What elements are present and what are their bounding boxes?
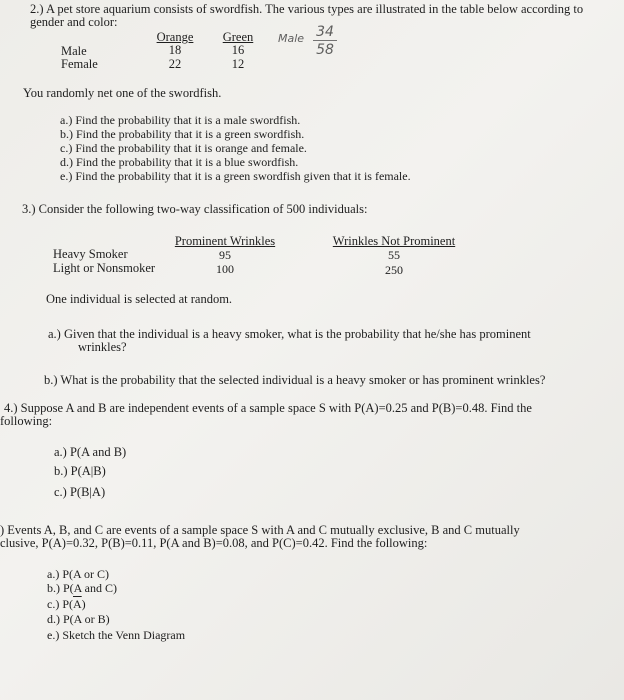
- problem2-question-d: d.) Find the probability that it is a blue swordfish.: [60, 155, 299, 169]
- handwritten-male-label: Male: [278, 32, 305, 45]
- problem4-intro-line2: following:: [0, 414, 53, 428]
- problem4-item-a: a.) P(A and B): [54, 445, 127, 459]
- table2-cell: 250: [385, 263, 403, 277]
- table2-row-label: Heavy Smoker: [53, 247, 128, 261]
- table1-header-green: Green: [222, 30, 254, 44]
- handwritten-fraction-bottom: 58: [316, 42, 334, 58]
- table1-cell: 16: [231, 43, 245, 57]
- problem3-question-a-line2: wrinkles?: [78, 340, 127, 354]
- problem2-question-b: b.) Find the probability that it is a green swordfish.: [60, 127, 305, 141]
- table1-cell: 12: [231, 57, 245, 71]
- problem3-selected-text: One individual is selected at random.: [46, 292, 233, 306]
- problem2-question-a: a.) Find the probability that it is a male swordfish.: [60, 113, 301, 127]
- problem5-item-b: b.) P(A and C): [47, 581, 117, 595]
- problem5-item-c-prefix: c.) P(: [47, 597, 73, 611]
- problem3-intro: 3.) Consider the following two-way classification of 500 individuals:: [22, 202, 368, 216]
- problem4-item-c: c.) P(B|A): [54, 485, 106, 499]
- problem4-intro-line1: 4.) Suppose A and B are independent events of a sample space S with P(A)=0.25 and P(B)=0.48. Find the: [4, 401, 532, 415]
- problem5-intro-line2: clusive, P(A)=0.32, P(B)=0.11, P(A and B)=0.08, and P(C)=0.42. Find the following:: [0, 536, 428, 550]
- problem2-question-e: e.) Find the probability that it is a green swordfish given that it is female.: [60, 169, 411, 183]
- problem5-item-c-close: ): [81, 597, 86, 611]
- table2-cell: 100: [216, 262, 234, 276]
- table2-row-label: Light or Nonsmoker: [53, 261, 156, 275]
- table2-cell: 55: [388, 248, 400, 262]
- handwritten-fraction-top: 34: [313, 24, 337, 41]
- problem5-intro-line1: ) Events A, B, and C are events of a sample space S with A and C mutually exclusive, B and C mutually: [0, 523, 520, 537]
- table1-cell: 22: [168, 57, 182, 71]
- problem3-question-b: b.) What is the probability that the selected individual is a heavy smoker or has prominent wrinkles?: [44, 373, 546, 387]
- problem2-question-c: c.) Find the probability that it is orange and female.: [60, 141, 307, 155]
- problem4-item-b: b.) P(A|B): [54, 464, 106, 478]
- table2-header-prominent: Prominent Wrinkles: [174, 234, 276, 248]
- problem2-net-text: You randomly net one of the swordfish.: [23, 86, 222, 100]
- table1-row-label: Female: [61, 57, 98, 71]
- problem2-intro-line1: 2.) A pet store aquarium consists of swordfish. The various types are illustrated in the table below according to: [30, 2, 584, 16]
- problem3-question-a-line1: a.) Given that the individual is a heavy smoker, what is the probability that he/she has prominent: [48, 327, 531, 341]
- problem5-item-c: [47, 597, 86, 612]
- problem2-intro-line2: gender and color:: [30, 15, 118, 29]
- table1-header-orange: Orange: [156, 30, 194, 44]
- problem5-item-e: e.) Sketch the Venn Diagram: [47, 628, 186, 642]
- table1-row-label: Male: [61, 44, 87, 58]
- table2-header-not-prominent: Wrinkles Not Prominent: [332, 234, 456, 248]
- problem5-item-a: a.) P(A or C): [47, 567, 109, 581]
- complement-a: $\overline{A}$: [73, 597, 82, 611]
- problem5-item-d: d.) P(A or B): [47, 612, 110, 626]
- table1-cell: 18: [168, 43, 182, 57]
- table2-cell: 95: [219, 248, 231, 262]
